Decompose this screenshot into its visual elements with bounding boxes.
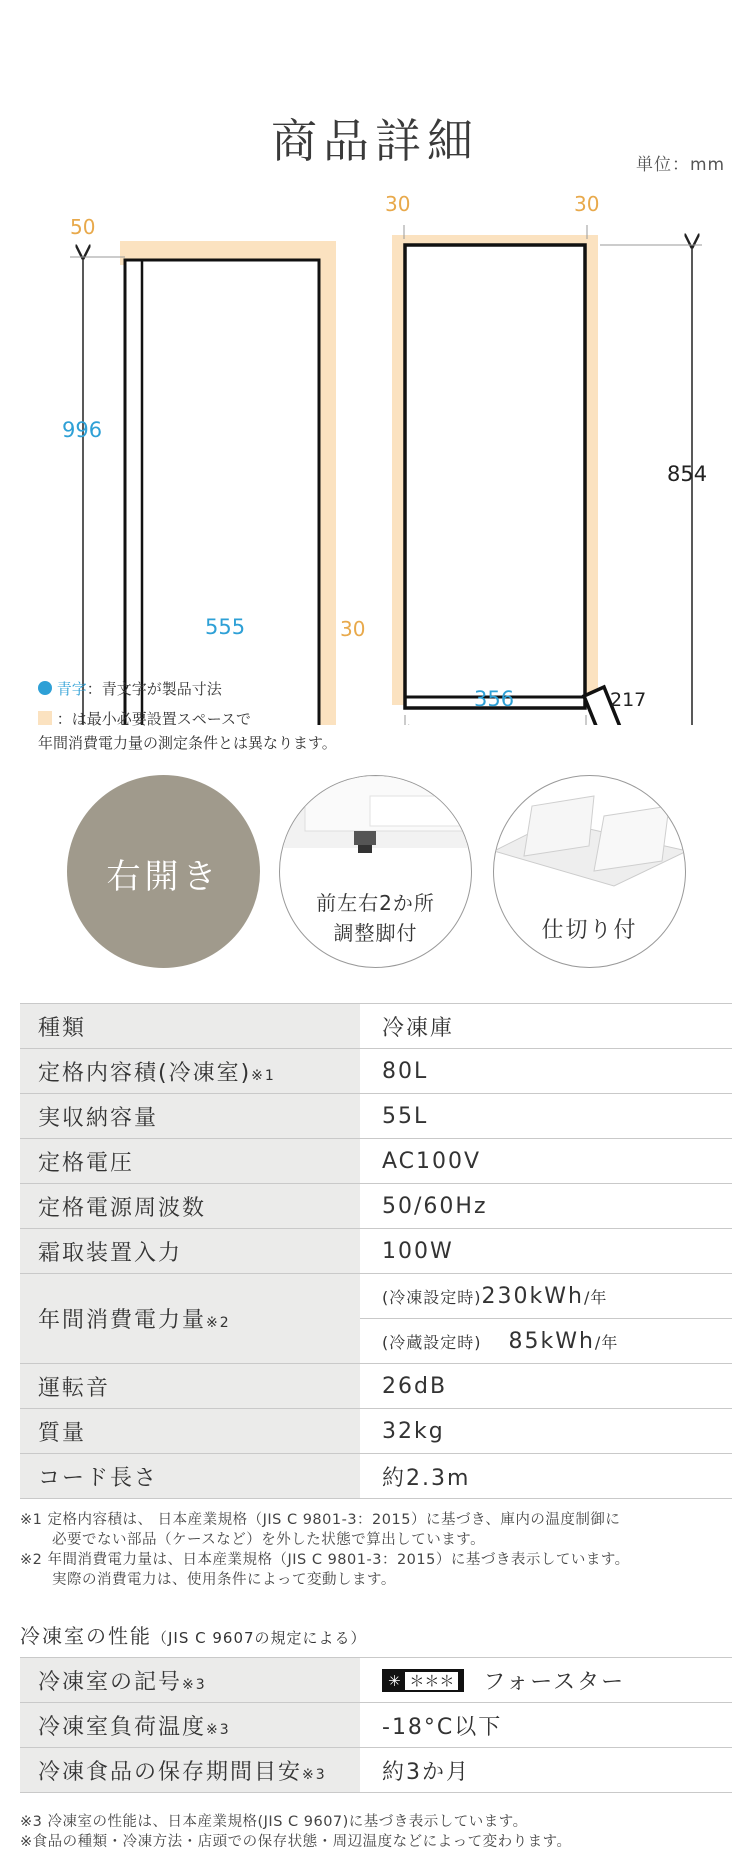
table-row: 種類 冷凍庫 — [20, 1004, 732, 1049]
table-row: (冷蔵設定時) 85kWh/年 — [20, 1319, 732, 1364]
dim-space-back: 30 — [340, 617, 366, 641]
table-row: 年間消費電力量※2 (冷凍設定時)230kWh/年 — [20, 1274, 732, 1319]
perf-heading: 冷凍室の性能（JIS C 9607の規定による） — [20, 1624, 367, 1648]
table-row: 質量 32kg — [20, 1409, 732, 1454]
dim-side-width: 555 — [205, 615, 246, 639]
dim-space-left: 30 — [385, 192, 411, 216]
front-body — [405, 245, 585, 708]
feature-divider: 仕切り付 — [493, 775, 686, 968]
table-row: 冷凍食品の保存期間目安※3 約3か月 — [20, 1748, 732, 1793]
footnotes-perf: ※3 冷凍室の性能は、日本産業規格(JIS C 9607)に基づき表示しています。 ※食品の種類・冷凍方法・店頭での保存状態・周辺温度などによって変わります。 — [20, 1814, 572, 1850]
perf-table — [20, 1657, 732, 1793]
table-row: 定格電源周波数 50/60Hz — [20, 1184, 732, 1229]
footnotes-spec: ※1 定格内容積は、 日本産業規格（JIS C 9801-3：2015）に基づき、庫内の温度制御に 必要でない部品（ケースなど）を外した状態で算出しています。 ※2 年間消費電力量は、日本産業規格（JIS C 9801-3：2015）に基づき表示しています。 実際の消費電力は、使用条件によって変動します。 — [20, 1512, 630, 1588]
dim-side-height: 996 — [62, 418, 103, 442]
legend-note: 年間消費電力量の測定条件とは異なります。 — [38, 734, 337, 752]
dimension-diagram — [0, 185, 750, 725]
space-back — [318, 241, 336, 725]
table-row: 霜取装置入力 100W — [20, 1229, 732, 1274]
orange-square-icon — [38, 711, 52, 725]
table-row: 冷凍室の記号※3 ✳ ＊＊＊ フォースター — [20, 1658, 732, 1703]
table-row: 定格内容積(冷凍室)※1 80L — [20, 1049, 732, 1094]
feature-adjustable-feet: 前左右2か所 調整脚付 — [279, 775, 472, 968]
legend-blue: 青字：青文字が製品寸法 — [38, 678, 222, 699]
legend-orange: ：は最小必要設置スペースで — [38, 708, 251, 729]
table-row: 実収納容量 55L — [20, 1094, 732, 1139]
spec-table — [20, 1003, 732, 1499]
dim-door-swing: 217 — [610, 689, 647, 711]
dim-front-width: 356 — [474, 687, 515, 711]
table-row: 定格電圧 AC100V — [20, 1139, 732, 1184]
blue-dot-icon — [38, 681, 52, 695]
side-view — [70, 241, 336, 725]
dim-space-top: 50 — [70, 215, 96, 239]
dim-space-right: 30 — [574, 192, 600, 216]
dim-front-height: 854 — [667, 462, 708, 486]
feet-photo — [280, 776, 472, 896]
feature-right-open: 右開き — [67, 775, 260, 968]
table-row: 運転音 26dB — [20, 1364, 732, 1409]
side-body — [125, 260, 319, 725]
divider-photo — [494, 776, 686, 896]
unit-label: 単位：mm — [636, 155, 726, 175]
front-view — [392, 225, 702, 725]
page-title: 商品詳細 — [271, 114, 479, 168]
table-row: コード長さ 約2.3m — [20, 1454, 732, 1499]
four-star-icon: ✳ ＊＊＊ — [382, 1669, 464, 1692]
table-row: 冷凍室負荷温度※3 -18°C以下 — [20, 1703, 732, 1748]
